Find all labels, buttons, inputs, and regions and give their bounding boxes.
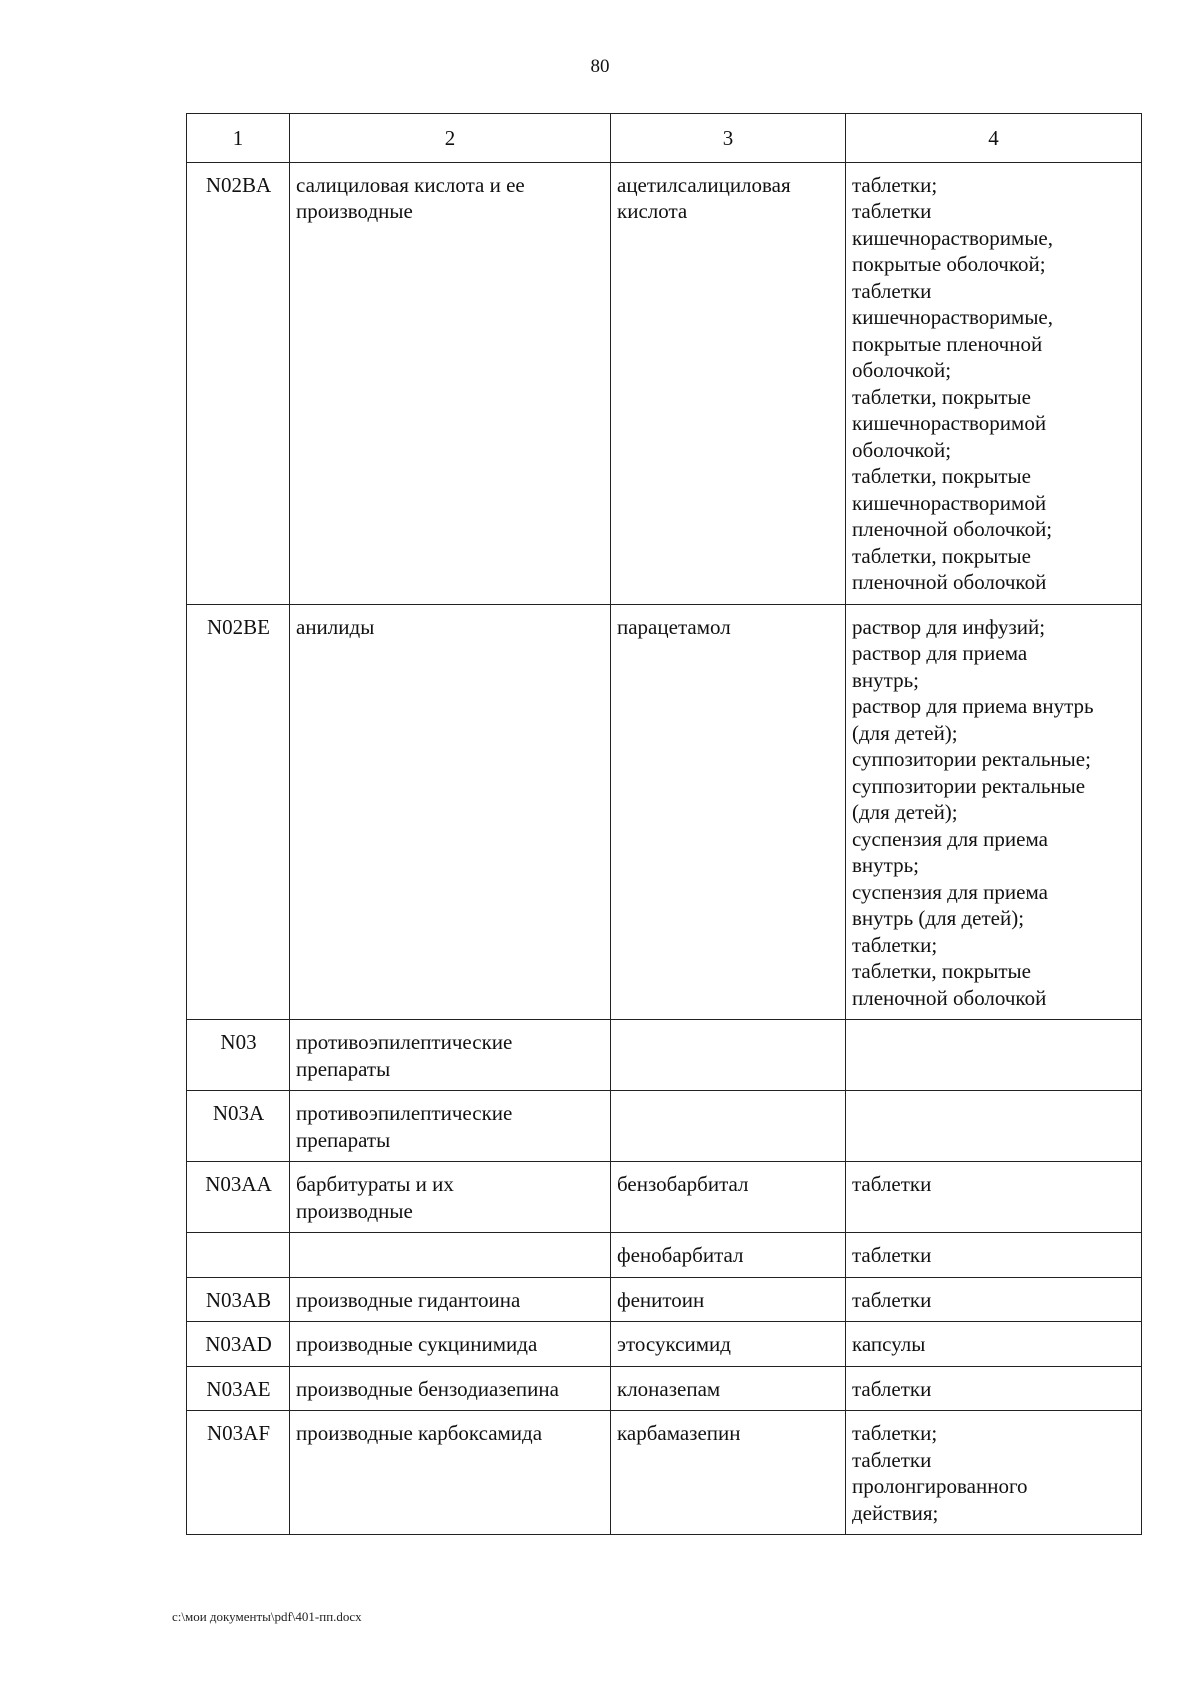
cell-text-line: производные гидантоина xyxy=(296,1287,521,1312)
cell-text-line: суспензия для приема xyxy=(852,879,1048,904)
cell-text-line: таблетки xyxy=(852,1172,932,1196)
cell-text-line: таблетки; xyxy=(852,932,938,957)
cell-text-line: внутрь (для детей); xyxy=(852,906,1025,930)
cell-text-line: салициловая кислота и ее xyxy=(296,172,525,197)
dosage-forms-cell xyxy=(846,162,1142,604)
dosage-forms-cell xyxy=(846,1020,1142,1091)
cell-text-line: (для детей); xyxy=(852,800,958,824)
cell-text-line: производные xyxy=(296,1198,413,1223)
cell-text-line: пленочной оболочкой; xyxy=(852,517,1053,541)
table-row xyxy=(187,162,1142,604)
cell-text-line: капсулы xyxy=(852,1332,926,1356)
cell-text-line: препараты xyxy=(296,1127,391,1152)
atc-code-cell: N03A xyxy=(187,1091,290,1162)
table-body xyxy=(187,162,1142,1535)
atc-code-cell: N03 xyxy=(187,1020,290,1091)
cell-text-line: производные сукцинимида xyxy=(296,1332,538,1356)
cell-text-line: таблетки; xyxy=(852,1421,938,1445)
table-row xyxy=(187,1020,1142,1091)
table-row xyxy=(187,1322,1142,1367)
cell-text-line: клоназепам xyxy=(617,1376,721,1401)
substance-cell xyxy=(611,1322,846,1367)
substance-cell xyxy=(611,1162,846,1233)
substance-cell xyxy=(611,1411,846,1535)
cell-text-line: производные xyxy=(296,199,413,223)
cell-text-line: таблетки, покрытые xyxy=(852,384,1031,409)
table-row xyxy=(187,1411,1142,1535)
group-cell xyxy=(290,1020,611,1091)
cell-text-line: раствор для инфузий; xyxy=(852,614,1046,639)
atc-code-cell xyxy=(187,1233,290,1278)
dosage-forms-cell xyxy=(846,1091,1142,1162)
cell-text-line: кислота xyxy=(617,199,688,223)
cell-text-line: таблетки, покрытые xyxy=(852,464,1031,488)
header-row xyxy=(187,114,1142,163)
header-cell-3: 3 xyxy=(611,114,846,163)
cell-text-line: раствор для приема xyxy=(852,641,1028,665)
cell-text-line: кишечнорастворимой xyxy=(852,411,1047,435)
table-row xyxy=(187,1233,1142,1278)
atc-code-cell: N03AA xyxy=(187,1162,290,1233)
cell-text-line: пролонгированного xyxy=(852,1474,1028,1498)
group-cell xyxy=(290,1233,611,1278)
group-cell xyxy=(290,1277,611,1322)
cell-text-line: бензобарбитал xyxy=(617,1172,749,1196)
cell-text-line: внутрь; xyxy=(852,853,919,877)
cell-text-line: производные бензодиазепина xyxy=(296,1376,559,1401)
cell-text-line: пленочной оболочкой xyxy=(852,985,1047,1010)
footer-file-path: c:\мои документы\pdf\401-пп.docx xyxy=(172,1609,362,1624)
header-cell-1: 1 xyxy=(187,114,290,163)
cell-text-line: таблетки; xyxy=(852,172,938,197)
header-cell-2: 2 xyxy=(290,114,611,163)
group-cell xyxy=(290,1411,611,1535)
cell-text-line: раствор для приема внутрь xyxy=(852,694,1094,718)
group-cell xyxy=(290,604,611,1020)
table-row xyxy=(187,1162,1142,1233)
cell-text-line: оболочкой; xyxy=(852,437,952,462)
atc-code-cell: N03AE xyxy=(187,1366,290,1411)
atc-code-cell: N03AF xyxy=(187,1411,290,1535)
cell-text-line: внутрь; xyxy=(852,667,919,692)
cell-text-line: таблетки xyxy=(852,1447,932,1472)
dosage-forms-cell xyxy=(846,1366,1142,1411)
cell-text-line: суппозитории ректальные; xyxy=(852,747,1091,771)
substance-cell xyxy=(611,1277,846,1322)
cell-text-line: парацетамол xyxy=(617,614,731,639)
cell-text-line: барбитураты и их xyxy=(296,1172,454,1196)
page-number: 80 xyxy=(590,56,610,77)
cell-text-line: ацетилсалициловая xyxy=(617,172,791,197)
cell-text-line: действия; xyxy=(852,1500,939,1525)
dosage-forms-cell xyxy=(846,1322,1142,1367)
group-cell xyxy=(290,162,611,604)
substance-cell xyxy=(611,604,846,1020)
substance-cell xyxy=(611,1233,846,1278)
dosage-forms-cell xyxy=(846,1411,1142,1535)
cell-text-line: суспензия для приема xyxy=(852,826,1048,851)
cell-text-line: кишечнорастворимые, xyxy=(852,225,1054,250)
cell-text-line: кишечнорастворимой xyxy=(852,490,1047,515)
dosage-forms-cell xyxy=(846,604,1142,1020)
drug-table xyxy=(186,113,1142,1535)
cell-text-line: карбамазепин xyxy=(617,1421,741,1445)
cell-text-line: (для детей); xyxy=(852,720,958,745)
cell-text-line: пленочной оболочкой xyxy=(852,570,1047,594)
cell-text-line: суппозитории ректальные xyxy=(852,773,1086,798)
cell-text-line: покрытые оболочкой; xyxy=(852,252,1046,276)
cell-text-line: кишечнорастворимые, xyxy=(852,305,1054,329)
group-cell xyxy=(290,1162,611,1233)
table-row xyxy=(187,604,1142,1020)
substance-cell xyxy=(611,1020,846,1091)
substance-cell xyxy=(611,1091,846,1162)
cell-text-line: покрытые пленочной xyxy=(852,331,1043,356)
table-row xyxy=(187,1277,1142,1322)
cell-text-line: противоэпилептические xyxy=(296,1101,513,1125)
header-cell-4: 4 xyxy=(846,114,1142,163)
table-row xyxy=(187,1091,1142,1162)
cell-text-line: оболочкой; xyxy=(852,358,952,382)
cell-text-line: производные карбоксамида xyxy=(296,1421,543,1445)
cell-text-line: фенитоин xyxy=(617,1287,705,1312)
dosage-forms-cell xyxy=(846,1162,1142,1233)
cell-text-line: таблетки, покрытые xyxy=(852,959,1031,983)
atc-code-cell: N02BE xyxy=(187,604,290,1020)
atc-code-cell: N03AB xyxy=(187,1277,290,1322)
substance-cell xyxy=(611,1366,846,1411)
group-cell xyxy=(290,1091,611,1162)
table-row xyxy=(187,1366,1142,1411)
atc-code-cell: N02BA xyxy=(187,162,290,604)
cell-text-line: фенобарбитал xyxy=(617,1243,744,1267)
cell-text-line: анилиды xyxy=(296,614,375,639)
cell-text-line: таблетки xyxy=(852,1287,932,1312)
cell-text-line: препараты xyxy=(296,1056,391,1081)
dosage-forms-cell xyxy=(846,1233,1142,1278)
cell-text-line: таблетки, покрытые xyxy=(852,543,1031,568)
cell-text-line: этосуксимид xyxy=(617,1332,731,1356)
cell-text-line: таблетки xyxy=(852,1376,932,1401)
atc-code-cell: N03AD xyxy=(187,1322,290,1367)
cell-text-line: таблетки xyxy=(852,278,932,303)
cell-text-line: таблетки xyxy=(852,1243,932,1267)
cell-text-line: противоэпилептические xyxy=(296,1030,513,1054)
substance-cell xyxy=(611,162,846,604)
cell-text-line: таблетки xyxy=(852,199,932,223)
group-cell xyxy=(290,1366,611,1411)
group-cell xyxy=(290,1322,611,1367)
dosage-forms-cell xyxy=(846,1277,1142,1322)
